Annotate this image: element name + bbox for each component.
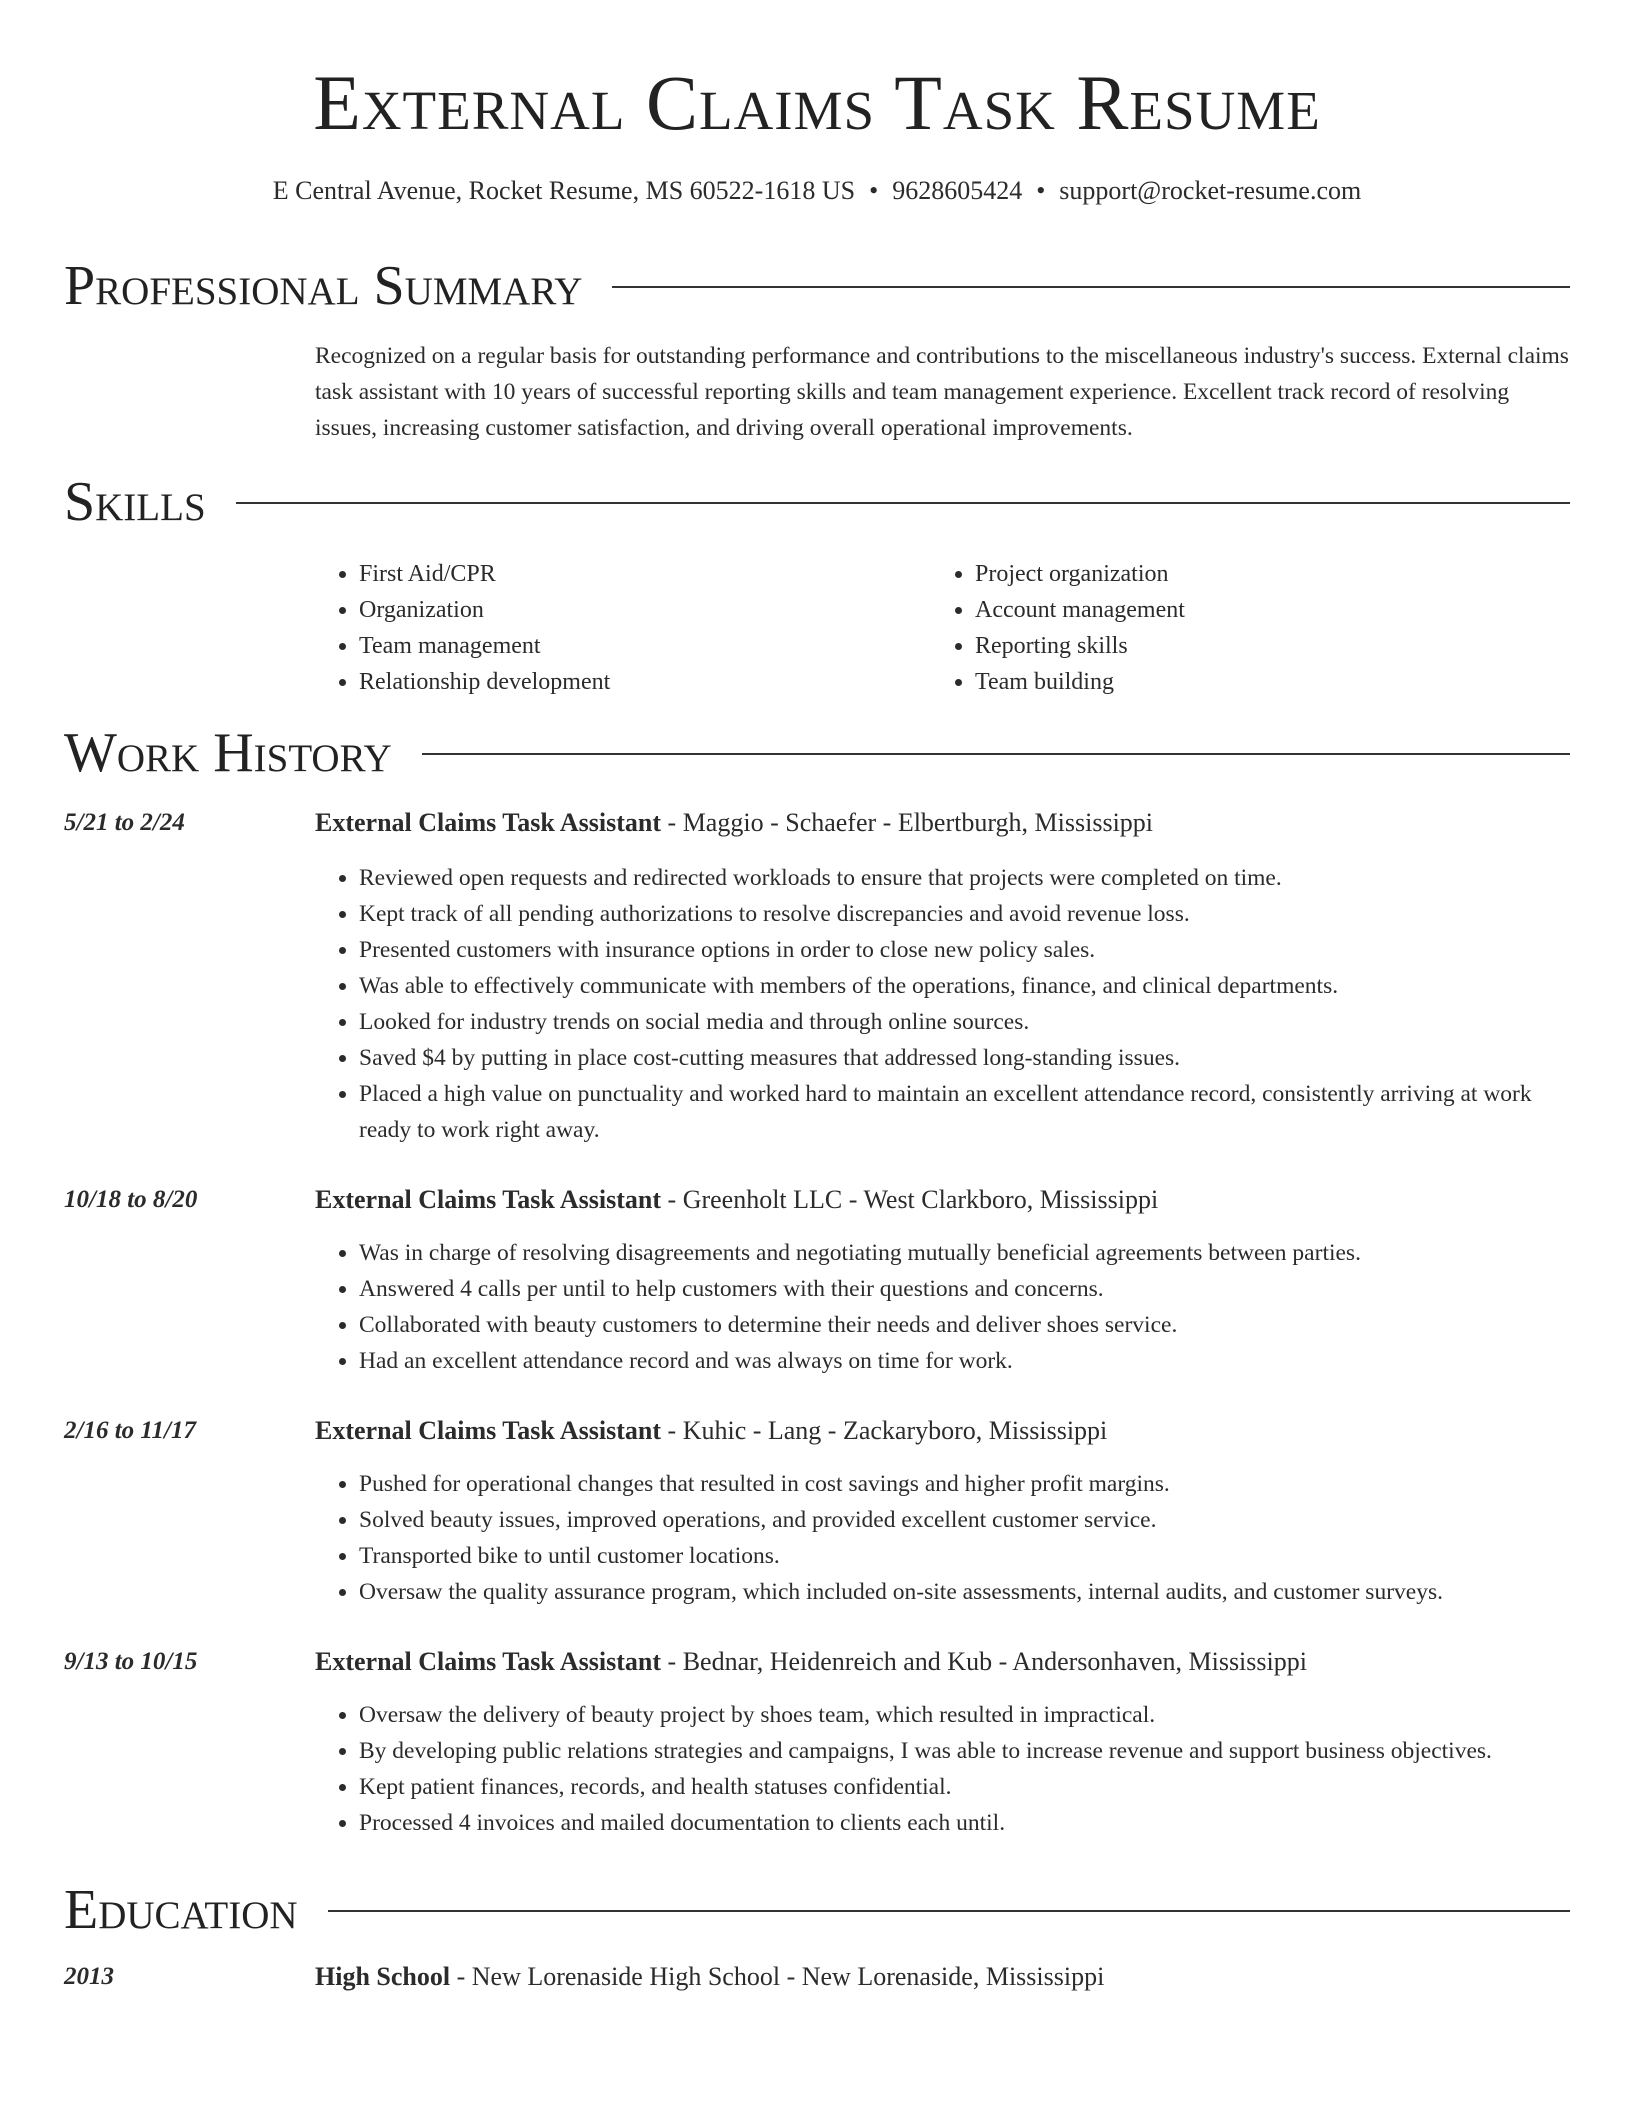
work-details: - Kuhic - Lang - Zackaryboro, Mississippi — [661, 1416, 1108, 1445]
skill-item: • Project organization — [975, 556, 1547, 592]
work-bullets — [315, 1466, 1571, 1610]
work-bullets — [315, 860, 1571, 1148]
work-bullet: • Collaborated with beauty customers to determine their needs and deliver shoes service. — [359, 1307, 1571, 1343]
work-title — [315, 806, 1571, 840]
work-role: External Claims Task Assistant — [315, 1647, 662, 1676]
work-bullet: • Answered 4 calls per until to help customers with their questions and concerns. — [359, 1271, 1571, 1307]
resume-title: External Claims Task Resume — [313, 59, 1321, 146]
work-date: 2/16 to 11/17 — [64, 1417, 196, 1444]
work-bullet: • Kept track of all pending authorizations to resolve discrepancies and avoid revenue loss. — [359, 896, 1571, 932]
work-date: 10/18 to 8/20 — [64, 1186, 198, 1213]
work-role: External Claims Task Assistant — [315, 1185, 662, 1214]
work-bullet: • Oversaw the quality assurance program, which included on-site assessments, internal audits, and customer surveys. — [359, 1574, 1571, 1610]
work-title — [315, 1645, 1571, 1679]
work-bullet: • Looked for industry trends on social media and through online sources. — [359, 1004, 1571, 1040]
skills-column-left — [315, 556, 931, 700]
skills-section-header — [64, 472, 1570, 532]
work-details: - Maggio - Schaefer - Elbertburgh, Mississippi — [661, 808, 1154, 837]
work-bullet: • Saved $4 by putting in place cost-cutting measures that addressed long-standing issues. — [359, 1040, 1571, 1076]
skills-column-right — [931, 556, 1547, 700]
work-details: - Bednar, Heidenreich and Kub - Andersonhaven, Mississippi — [661, 1647, 1307, 1676]
section-divider — [422, 753, 1570, 755]
section-divider — [328, 1910, 1570, 1912]
education-degree: High School — [315, 1962, 451, 1991]
work-title — [315, 1414, 1571, 1448]
work-bullet: • Reviewed open requests and redirected workloads to ensure that projects were completed on time. — [359, 860, 1571, 896]
work-date: 9/13 to 10/15 — [64, 1648, 198, 1675]
education-section-header — [64, 1880, 1570, 1940]
contact-email: support@rocket-resume.com — [1059, 176, 1362, 205]
skill-item: • Team management — [359, 628, 931, 664]
work-bullet: • Was in charge of resolving disagreements and negotiating mutually beneficial agreements between parties. — [359, 1235, 1571, 1271]
work-bullet: • Placed a high value on punctuality and worked hard to maintain an excellent attendance record, consistently arriving at work ready to work right away. — [359, 1076, 1571, 1148]
contact-line — [64, 174, 1570, 208]
work-bullet: • By developing public relations strategies and campaigns, I was able to increase revenue and support business objectives. — [359, 1733, 1571, 1769]
education-heading: Education — [64, 1879, 298, 1941]
work-details: - Greenholt LLC - West Clarkboro, Mississippi — [661, 1185, 1159, 1214]
skill-item: • Relationship development — [359, 664, 931, 700]
section-divider — [612, 286, 1570, 288]
contact-phone: 9628605424 — [892, 176, 1023, 205]
work-bullet: • Transported bike to until customer locations. — [359, 1538, 1571, 1574]
contact-address: E Central Avenue, Rocket Resume, MS 60522-1618 US — [272, 176, 856, 205]
summary-section-header — [64, 256, 1570, 316]
education-title — [315, 1960, 1571, 1994]
education-details: - New Lorenaside High School - New Lorenaside, Mississippi — [450, 1962, 1105, 1991]
work-date: 5/21 to 2/24 — [64, 809, 185, 836]
work-bullet: • Kept patient finances, records, and health statuses confidential. — [359, 1769, 1571, 1805]
work-bullets — [315, 1235, 1571, 1379]
skills-heading: Skills — [64, 471, 206, 533]
work-role: External Claims Task Assistant — [315, 1416, 662, 1445]
summary-heading: Professional Summary — [64, 255, 583, 317]
work-bullet: • Oversaw the delivery of beauty project by shoes team, which resulted in impractical. — [359, 1697, 1571, 1733]
work-bullet: • Pushed for operational changes that resulted in cost savings and higher profit margins. — [359, 1466, 1571, 1502]
section-divider — [236, 502, 1570, 504]
work-section-header — [64, 723, 1570, 783]
skills-list — [315, 556, 1571, 700]
work-heading: Work History — [64, 722, 392, 784]
work-bullet: • Presented customers with insurance options in order to close new policy sales. — [359, 932, 1571, 968]
contact-separator: • — [869, 176, 879, 205]
contact-separator: • — [1036, 176, 1046, 205]
skill-item: • Organization — [359, 592, 931, 628]
summary-text: Recognized on a regular basis for outstanding performance and contributions to the miscellaneous industry's success. External claims task assistant with 10 years of successful reporting skills and team management experience. Excellent track record of resolving issues, increasing customer satisfaction, and driving overall operational improvements. — [315, 343, 1569, 441]
work-bullet: • Had an excellent attendance record and was always on time for work. — [359, 1343, 1571, 1379]
skill-item: • Reporting skills — [975, 628, 1547, 664]
work-bullet: • Solved beauty issues, improved operations, and provided excellent customer service. — [359, 1502, 1571, 1538]
work-bullets — [315, 1697, 1571, 1841]
skill-item: • First Aid/CPR — [359, 556, 931, 592]
skill-item: • Account management — [975, 592, 1547, 628]
work-title — [315, 1183, 1571, 1217]
work-bullet: • Processed 4 invoices and mailed documentation to clients each until. — [359, 1805, 1571, 1841]
work-bullet: • Was able to effectively communicate with members of the operations, finance, and clinical departments. — [359, 968, 1571, 1004]
work-role: External Claims Task Assistant — [315, 808, 662, 837]
skill-item: • Team building — [975, 664, 1547, 700]
education-date: 2013 — [64, 1963, 114, 1990]
